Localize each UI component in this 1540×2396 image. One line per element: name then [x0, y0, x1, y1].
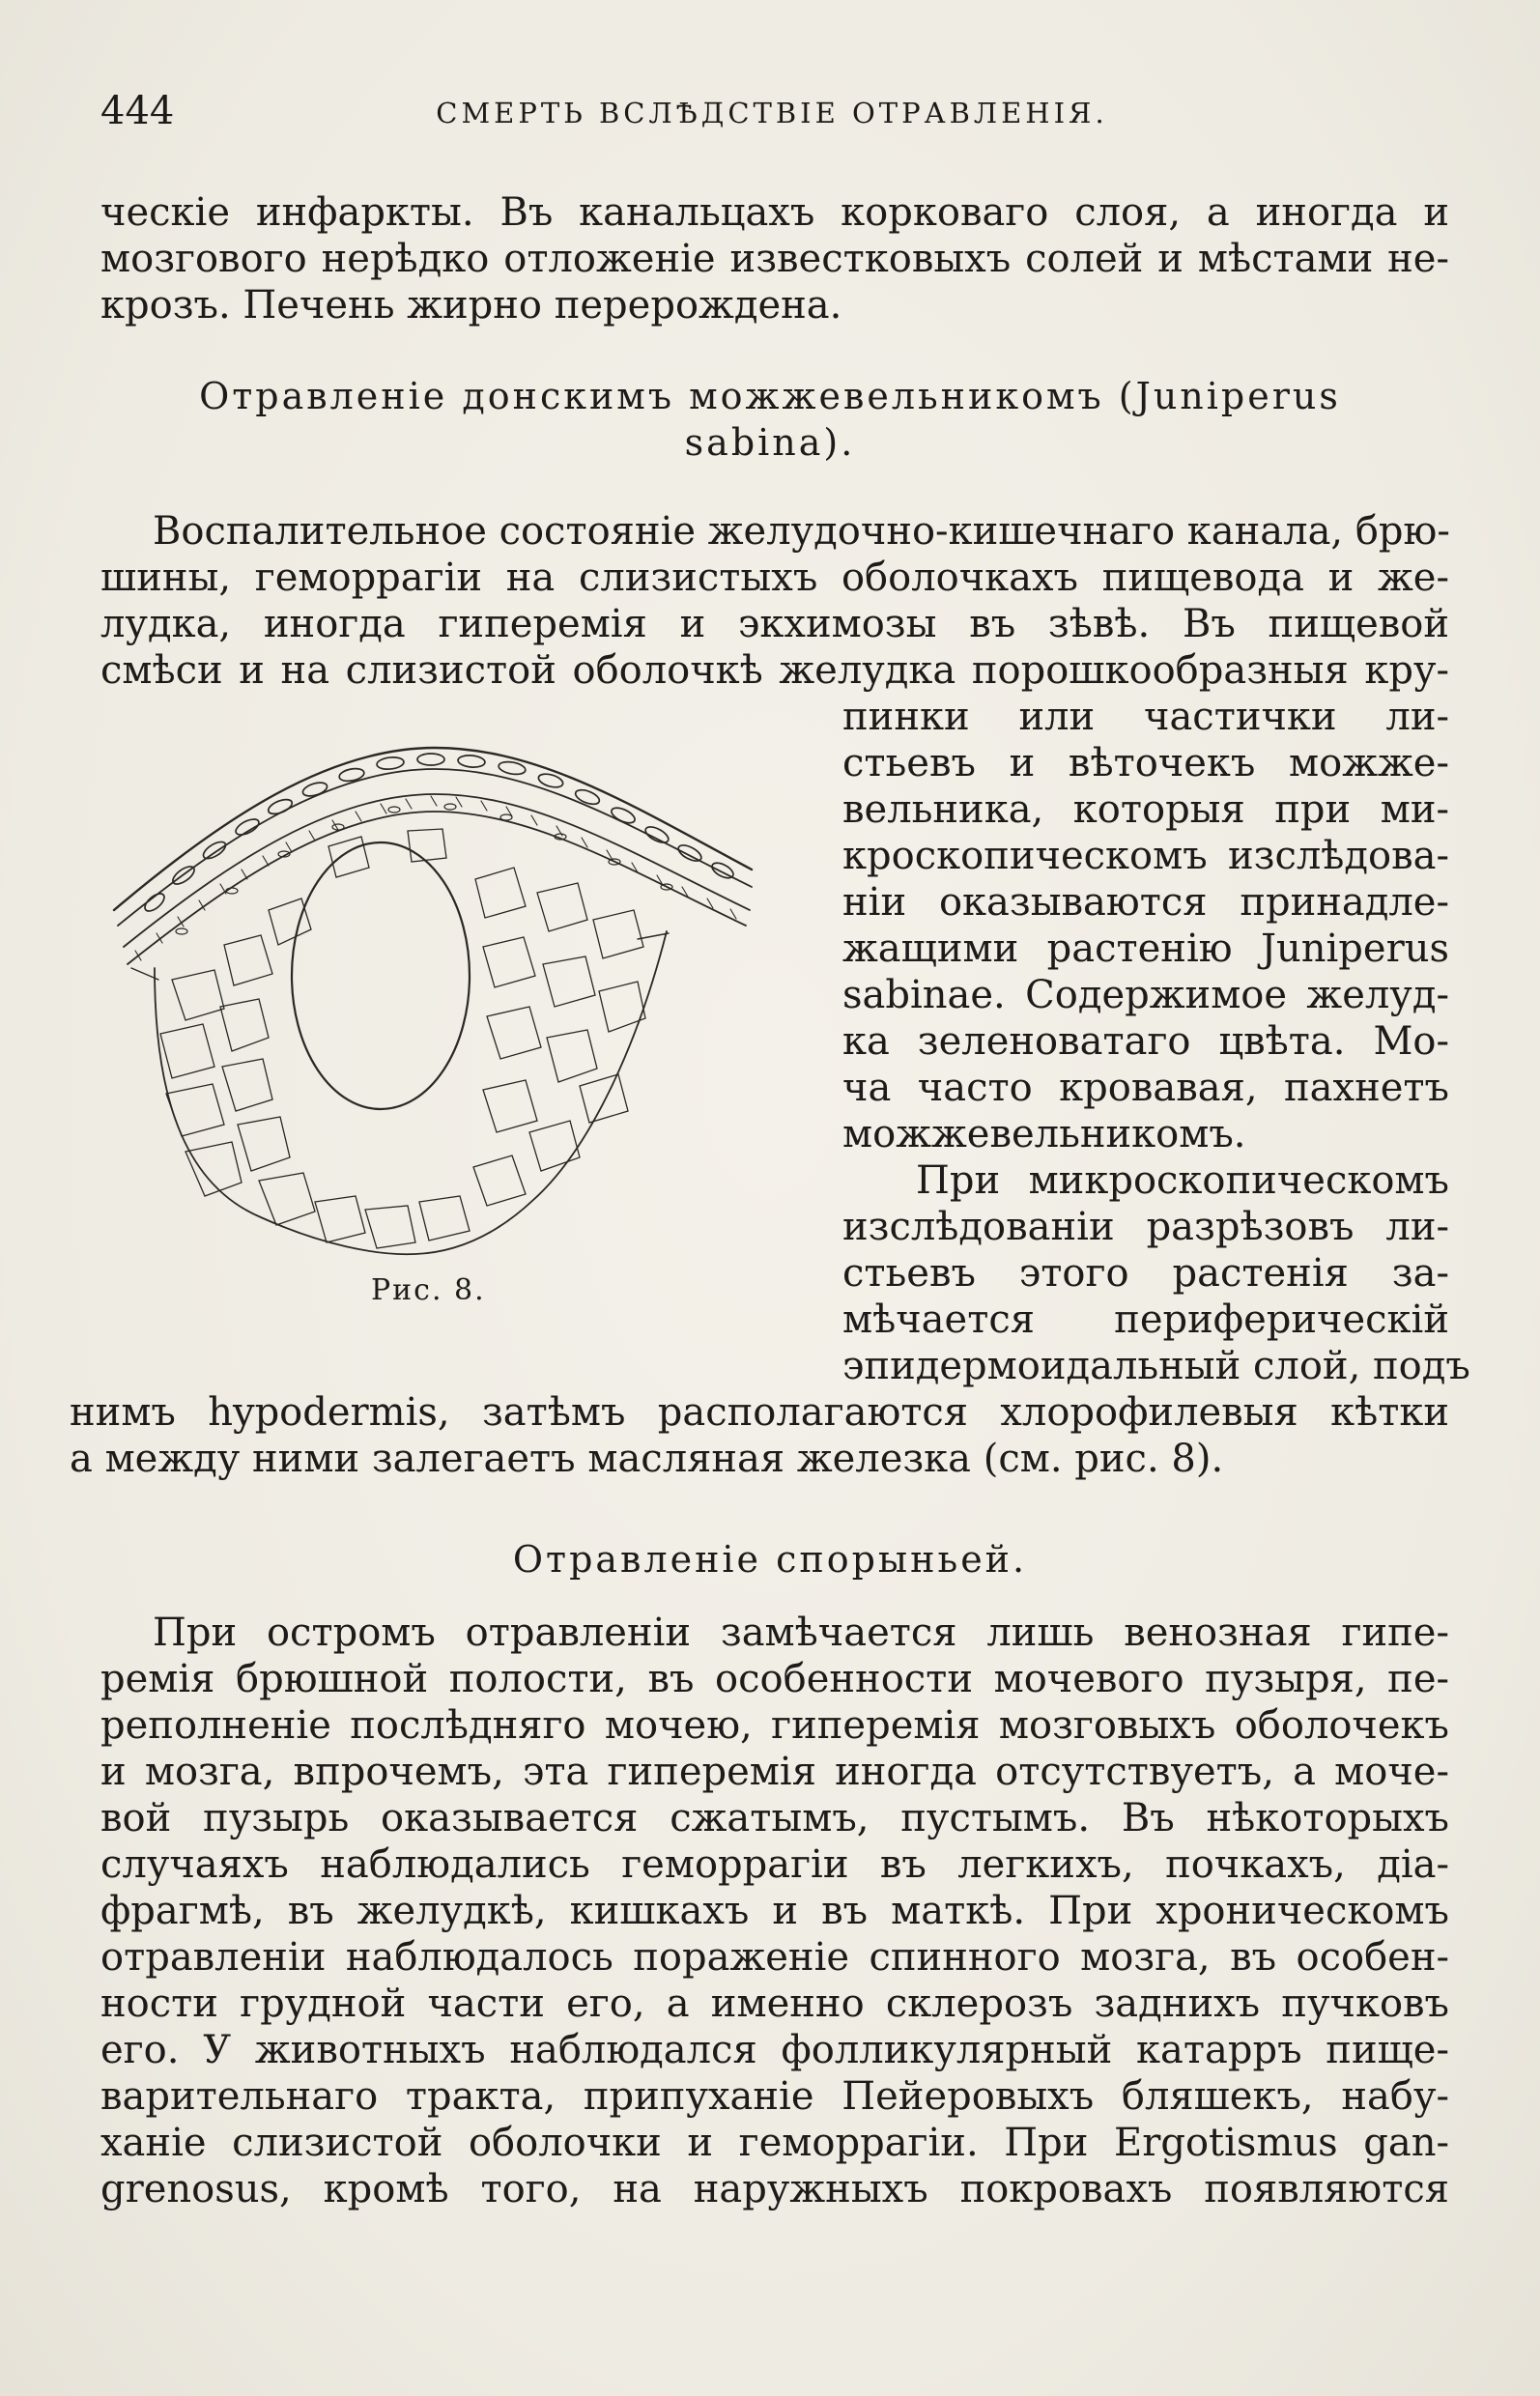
side-paragraph-line: пинки или частички ли-	[842, 695, 1449, 739]
side-paragraph-line: стьевъ этого растенія за-	[842, 1251, 1449, 1296]
paragraph-line: фрагмѣ, въ желудкѣ, кишкахъ и въ маткѣ. При хроническомъ	[100, 1889, 1449, 1933]
figure-caption: Рис. 8.	[371, 1273, 486, 1307]
cell-wall-line	[131, 933, 669, 980]
intro-line: ческіе инфаркты. Въ канальцахъ корковаго слоя, а иногда и	[100, 190, 1449, 235]
side-paragraph-line: При микроскопическомъ	[916, 1158, 1449, 1203]
epidermis-inner-line	[118, 769, 752, 926]
side-paragraph-line: ка зеленоватаго цвѣта. Мо-	[842, 1019, 1449, 1064]
side-paragraph-line: можжевельникомъ.	[842, 1112, 1246, 1156]
oil-gland	[292, 842, 470, 1109]
paragraph-line: реполненіе послѣдняго мочею, гиперемія мозговыхъ оболочекъ	[100, 1703, 1449, 1748]
side-paragraph-line: кроскопическомъ изслѣдова-	[842, 834, 1449, 878]
section-heading-ergot: Отравленіе спорыньей.	[512, 1538, 1028, 1581]
paragraph-line: вой пузырь оказывается сжатымъ, пустымъ. Въ нѣкоторыхъ	[100, 1796, 1449, 1840]
paragraph-line: лудка, иногда гиперемія и экхимозы въ зѣвѣ. Въ пищевой	[100, 602, 1449, 646]
side-paragraph-line: стьевъ и вѣточекъ можже-	[842, 741, 1449, 785]
intro-line: мозгового нерѣдко отложеніе известковыхъ солей и мѣстами не-	[100, 237, 1449, 281]
intro-line: крозъ. Печень жирно перерождена.	[100, 283, 842, 328]
leaf-cross-section-figure	[97, 727, 773, 1268]
running-header	[100, 89, 1443, 135]
paragraph-line: нимъ hypodermis, затѣмъ располагаются хлорофилевыя кѣтки	[70, 1390, 1449, 1435]
paragraph-line: варительнаго тракта, припуханіе Пейеровыхъ бляшекъ, набу-	[100, 2074, 1449, 2119]
side-paragraph-line: изслѣдованіи разрѣзовъ ли-	[842, 1205, 1449, 1249]
side-paragraph-line: ніи оказываются принадле-	[842, 880, 1449, 925]
section-heading-juniperus-line2: sabina).	[684, 421, 856, 464]
section-heading-juniperus-line1: Отравленіе донскимъ можжевельникомъ (Juniperus	[199, 375, 1341, 417]
side-paragraph-line: мѣчается периферическій	[842, 1298, 1449, 1342]
paragraph-line: а между ними залегаетъ масляная железка (см. рис. 8).	[70, 1437, 1224, 1481]
paragraph-line: При остромъ отравленіи замѣчается лишь венозная гипе-	[153, 1611, 1449, 1655]
paragraph-line: grenosus, кромѣ того, на наружныхъ покровахъ появляются	[100, 2167, 1449, 2211]
paragraph-line: ности грудной части его, а именно склерозъ заднихъ пучковъ	[100, 1982, 1449, 2026]
paragraph-line: случаяхъ наблюдались геморрагіи въ легкихъ, почкахъ, діа-	[100, 1842, 1449, 1887]
running-title: СМЕРТЬ ВСЛѢДСТВІЕ ОТРАВЛЕНІЯ.	[436, 97, 1108, 129]
side-paragraph-line: вельника, которыя при ми-	[842, 787, 1449, 832]
paragraph-line: отравленіи наблюдалось пораженіе спинного мозга, въ особен-	[100, 1935, 1449, 1980]
paragraph-line: его. У животныхъ наблюдался фолликулярный катарръ пище-	[100, 2028, 1449, 2072]
paragraph-line: Воспалительное состояніе желудочно-кишечнаго канала, брю-	[153, 509, 1450, 554]
paragraph-line: ремія брюшной полости, въ особенности мочевого пузыря, пе-	[100, 1657, 1449, 1701]
side-paragraph-line: sabinae. Содержимое желуд-	[842, 973, 1449, 1017]
paragraph-line: и мозга, впрочемъ, эта гиперемія иногда отсутствуетъ, а моче-	[100, 1750, 1449, 1794]
hypodermis-cells	[176, 804, 672, 934]
epidermal-cells	[142, 754, 735, 914]
side-paragraph-line: жащими растенію Juniperus	[842, 927, 1449, 971]
paragraph-line: ханіе слизистой оболочки и геморрагіи. При Ergotismus gan-	[100, 2121, 1449, 2165]
mesophyll-outline	[155, 931, 667, 1254]
paragraph-line: смѣси и на слизистой оболочкѣ желудка порошкообразныя кру-	[100, 648, 1449, 693]
page-number: 444	[100, 89, 175, 133]
paragraph-line: шины, геморрагіи на слизистыхъ оболочкахъ пищевода и же-	[100, 556, 1449, 600]
hypodermis-hatching	[135, 796, 736, 960]
side-paragraph-line: ча часто кровавая, пахнетъ	[842, 1066, 1449, 1110]
hypodermis-inner-line	[128, 812, 746, 964]
chlorophyll-cells	[160, 829, 645, 1248]
side-paragraph-line: эпидермоидальный слой, подъ	[842, 1344, 1470, 1388]
